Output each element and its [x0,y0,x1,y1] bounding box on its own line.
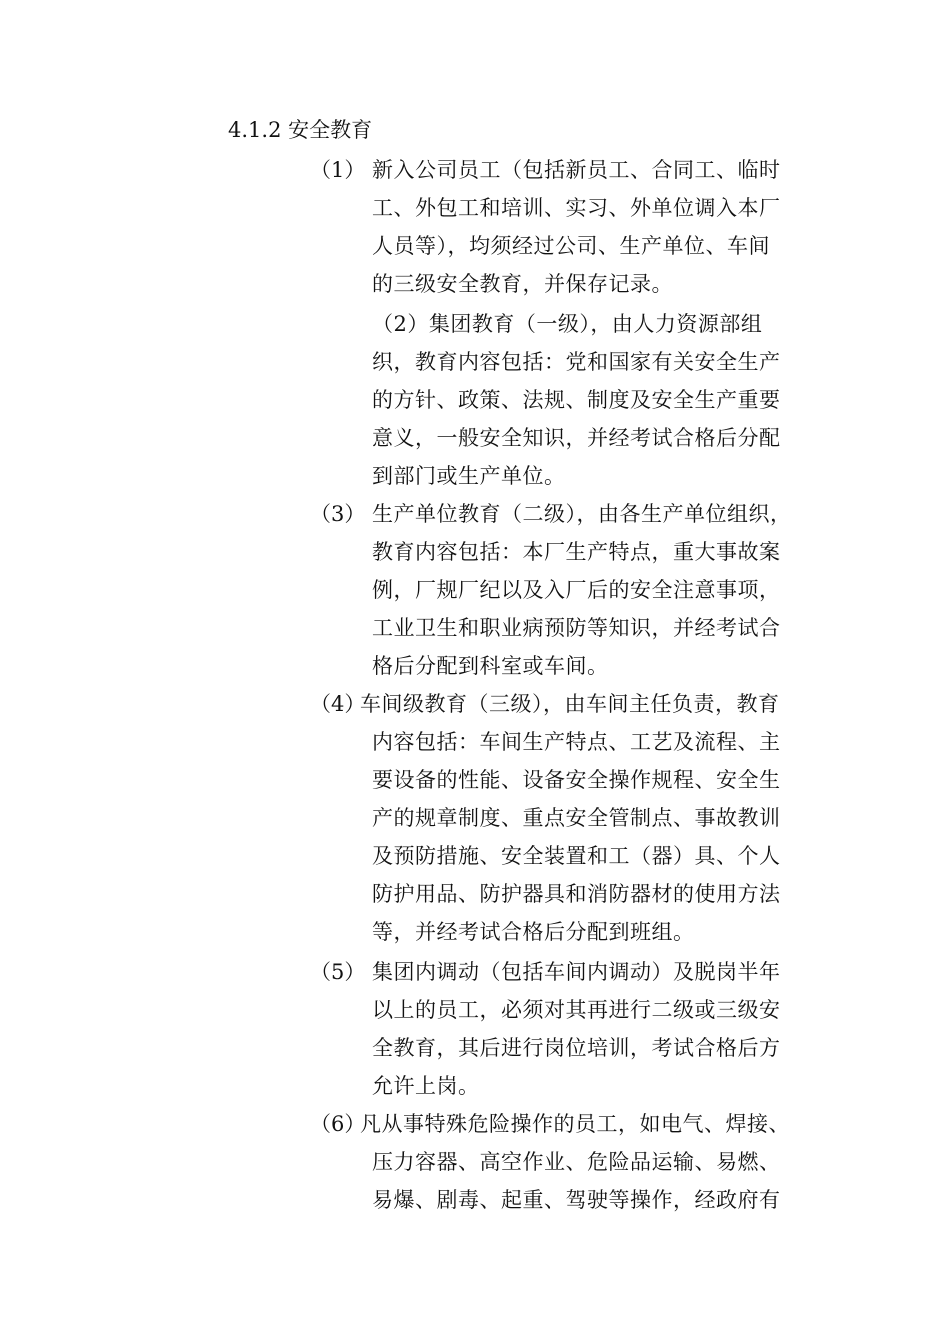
item-line: 工业卫生和职业病预防等知识，并经考试合 [372,616,781,640]
item-line: 到部门或生产单位。 [372,464,566,488]
item-line: 允许上岗。 [372,1074,480,1098]
item-line: 全教育，其后进行岗位培训，考试合格后方 [372,1036,781,1060]
item-line: 压力容器、高空作业、危险品运输、易燃、 [372,1150,781,1174]
item-marker: （1） [310,158,366,182]
item-line: 的方针、政策、法规、制度及安全生产重要 [372,388,781,412]
item-line: 车间级教育（三级），由车间主任负责，教育 [360,692,780,716]
item-line: 意义，一般安全知识，并经考试合格后分配 [372,426,781,450]
item-marker: （4） [310,692,366,716]
item-line: 凡从事特殊危险操作的员工，如电气、焊接、 [360,1112,790,1136]
item-line: 内容包括：车间生产特点、工艺及流程、主 [372,730,781,754]
item-line: 人员等），均须经过公司、生产单位、车间 [372,234,770,258]
item-line: 防护用品、防护器具和消防器材的使用方法 [372,882,781,906]
item-line: 等，并经考试合格后分配到班组。 [372,920,695,944]
item-line: 集团内调动（包括车间内调动）及脱岗半年 [372,960,781,984]
item-line: 以上的员工，必须对其再进行二级或三级安 [372,998,781,1022]
item-line: （2）集团教育（一级），由人力资源部组 [372,312,763,336]
item-line: 的三级安全教育，并保存记录。 [372,272,673,296]
item-line: 工、外包工和培训、实习、外单位调入本厂 [372,196,781,220]
item-line: 要设备的性能、设备安全操作规程、安全生 [372,768,781,792]
item-line: 生产单位教育（二级），由各生产单位组织， [372,502,792,526]
item-line: 织，教育内容包括：党和国家有关安全生产 [372,350,781,374]
item-line: 易爆、剧毒、起重、驾驶等操作，经政府有 [372,1188,781,1212]
section-heading: 4.1.2 安全教育 [228,118,373,142]
item-line: 教育内容包括：本厂生产特点，重大事故案 [372,540,781,564]
item-line: 例，厂规厂纪以及入厂后的安全注意事项， [372,578,781,602]
item-marker: （5） [310,960,366,984]
item-line: 及预防措施、安全装置和工（器）具、个人 [372,844,781,868]
item-line: 产的规章制度、重点安全管制点、事故教训 [372,806,781,830]
item-marker: （6） [310,1112,366,1136]
item-line: 格后分配到科室或车间。 [372,654,609,678]
item-line: 新入公司员工（包括新员工、合同工、临时 [372,158,781,182]
item-marker: （3） [310,502,366,526]
